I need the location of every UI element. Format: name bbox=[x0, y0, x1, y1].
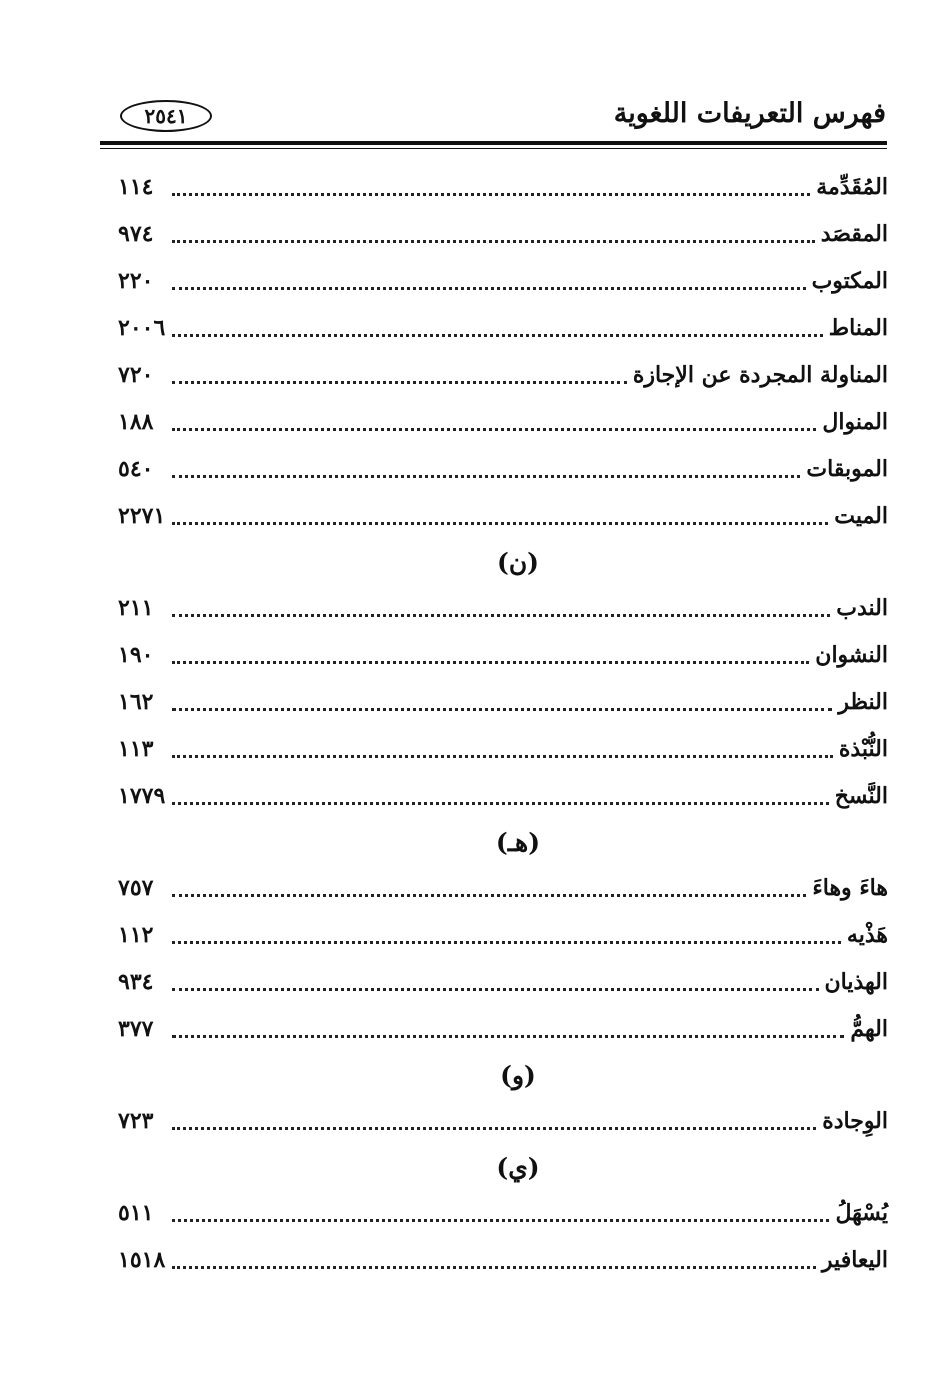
entry-page-number: ١١٣ bbox=[118, 736, 154, 762]
index-entry bbox=[118, 352, 888, 399]
entry-term: اليعافير bbox=[821, 1247, 888, 1273]
entry-page-number: ٧٥٧ bbox=[118, 875, 154, 901]
index-entry bbox=[118, 1006, 888, 1053]
dot-leader bbox=[172, 753, 833, 758]
entry-term: هاءَ وهاءَ bbox=[812, 875, 888, 901]
page-number: ٢٥٤١ bbox=[120, 100, 212, 132]
dot-leader bbox=[172, 520, 828, 525]
index-entry bbox=[118, 1237, 888, 1284]
index-entry bbox=[118, 258, 888, 305]
entry-page-number: ١٧٧٩ bbox=[118, 783, 166, 809]
index-entry bbox=[118, 632, 888, 679]
entry-term: الوِجادة bbox=[822, 1108, 888, 1134]
dot-leader bbox=[172, 986, 819, 991]
index-entry bbox=[118, 305, 888, 352]
index-entry bbox=[118, 726, 888, 773]
index-entry bbox=[118, 164, 888, 211]
entry-term: المقصَد bbox=[820, 221, 888, 247]
dot-leader bbox=[172, 1033, 844, 1038]
section-heading: (هـ) bbox=[495, 828, 541, 857]
header-rule-thin bbox=[100, 148, 887, 149]
dot-leader bbox=[172, 800, 829, 805]
dot-leader bbox=[172, 285, 806, 290]
dot-leader bbox=[172, 612, 830, 617]
entry-page-number: ٢٠٠٦ bbox=[118, 315, 166, 341]
dot-leader bbox=[172, 1217, 829, 1222]
dot-leader bbox=[172, 659, 809, 664]
dot-leader bbox=[172, 1125, 816, 1130]
entry-page-number: ٢٢٠ bbox=[118, 268, 154, 294]
entry-page-number: ٥٤٠ bbox=[118, 456, 154, 482]
entry-term: الميت bbox=[834, 503, 888, 529]
dot-leader bbox=[172, 1264, 816, 1269]
entry-page-number: ٢١١ bbox=[118, 595, 154, 621]
entry-term: هَذْيه bbox=[846, 922, 888, 948]
entry-page-number: ٧٢٣ bbox=[118, 1108, 154, 1134]
dot-leader bbox=[172, 939, 841, 944]
section-heading: (ن) bbox=[496, 548, 540, 577]
entry-page-number: ١٦٢ bbox=[118, 689, 154, 715]
index-list bbox=[118, 164, 888, 1284]
entry-page-number: ١٩٠ bbox=[118, 642, 154, 668]
entry-page-number: ٥١١ bbox=[118, 1200, 154, 1226]
dot-leader bbox=[172, 191, 810, 196]
entry-term: المكتوب bbox=[811, 268, 888, 294]
entry-page-number: ١١٤ bbox=[118, 174, 154, 200]
entry-term: النَّسخ bbox=[834, 783, 888, 809]
dot-leader bbox=[172, 379, 627, 384]
entry-term: المُقَدِّمة bbox=[816, 174, 888, 200]
index-entry bbox=[118, 1098, 888, 1145]
index-entry bbox=[118, 446, 888, 493]
index-entry bbox=[118, 399, 888, 446]
index-entry bbox=[118, 211, 888, 258]
entry-term: المنوال bbox=[822, 409, 888, 435]
entry-term: يُسْهَلُ bbox=[835, 1200, 888, 1226]
index-entry bbox=[118, 865, 888, 912]
index-entry bbox=[118, 959, 888, 1006]
entry-term: الهذيان bbox=[824, 969, 888, 995]
entry-page-number: ١٥١٨ bbox=[118, 1247, 166, 1273]
entry-page-number: ٩٣٤ bbox=[118, 969, 154, 995]
index-entry bbox=[118, 912, 888, 959]
section-heading: (ي) bbox=[496, 1153, 540, 1182]
index-entry bbox=[118, 679, 888, 726]
dot-leader bbox=[172, 892, 806, 897]
entry-term: النظر bbox=[838, 689, 888, 715]
entry-page-number: ١١٢ bbox=[118, 922, 154, 948]
section-heading: (و) bbox=[500, 1061, 536, 1090]
entry-term: الندب bbox=[836, 595, 888, 621]
entry-term: المناولة المجردة عن الإجازة bbox=[632, 362, 888, 388]
dot-leader bbox=[172, 332, 823, 337]
entry-term: النشوان bbox=[815, 642, 888, 668]
dot-leader bbox=[172, 473, 800, 478]
page-title: فهرس التعريفات اللغوية bbox=[613, 98, 886, 129]
entry-page-number: ١٨٨ bbox=[118, 409, 154, 435]
entry-term: النُّبْذة bbox=[838, 736, 888, 762]
index-entry bbox=[118, 493, 888, 540]
index-entry bbox=[118, 585, 888, 632]
header-rule-thick bbox=[100, 141, 887, 145]
entry-page-number: ٣٧٧ bbox=[118, 1016, 154, 1042]
dot-leader bbox=[172, 426, 816, 431]
index-entry bbox=[118, 1190, 888, 1237]
entry-page-number: ٧٢٠ bbox=[118, 362, 154, 388]
entry-term: الموبقات bbox=[806, 456, 888, 482]
dot-leader bbox=[172, 238, 815, 243]
entry-page-number: ٢٢٧١ bbox=[118, 503, 166, 529]
dot-leader bbox=[172, 706, 832, 711]
entry-term: المناط bbox=[828, 315, 888, 341]
page-header bbox=[108, 96, 886, 136]
index-entry bbox=[118, 773, 888, 820]
entry-term: الهمُّ bbox=[850, 1016, 888, 1042]
entry-page-number: ٩٧٤ bbox=[118, 221, 154, 247]
